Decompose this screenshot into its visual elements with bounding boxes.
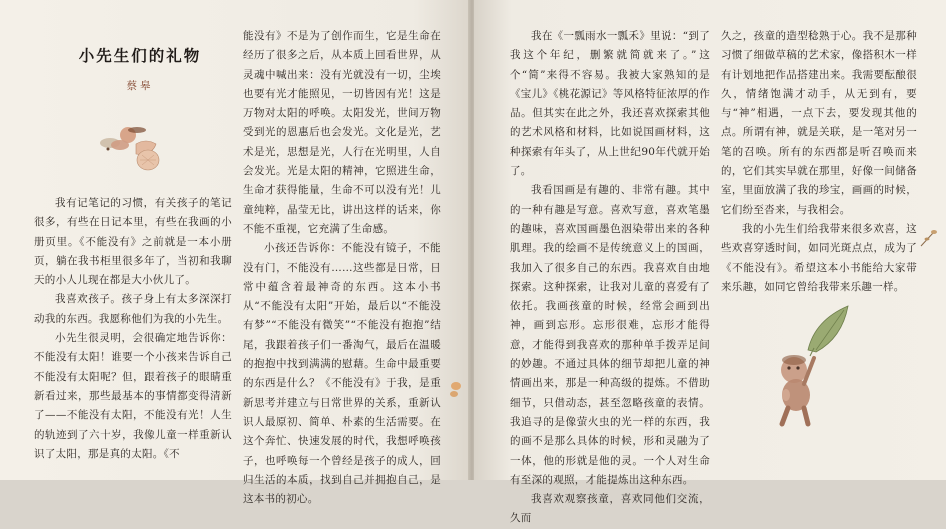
child-with-shells-illustration xyxy=(88,118,184,176)
paragraph: 久之，孩童的造型稔熟于心。我不是那种习惯了细做草稿的艺术家，像搭积木一样有计划地把作品搭建出来。我需要酝酿很久，情绪饱满才动手，从无到有，要与“神”相遇，一点下去，要发现其他的点。所谓有神，就是关联，是一笔对另一笔的召唤。所有的东西都是听召唤而来的，它们其实早就在那里，好像一间储备室，里面放满了我的珍宝，画画的时候，它们纷至沓来，与我相会。 xyxy=(721,30,917,216)
paragraph: 能没有》不是为了创作而生，它是生命在经历了很多之后，从本质上回看世界，从灵魂中喊出来：没有光就没有一切，尘埃也要有光才能照见，一切皆因有光！这是万物对太阳的呼唤。太阳发光，世间万物受到光的恩惠后也会发光。文化是光，艺术是光，思想是光，人行在光明里，人自会发光。光是太阳的精神，它照进生命，生命才获得能量，生命不可以没有光！儿童纯粹，晶莹无比，讲出这样的话来，你不能不重视，它充满了生命感。 xyxy=(243,30,441,235)
right-page xyxy=(474,0,946,525)
child-with-leaf-illustration xyxy=(760,300,856,430)
article-author: 蔡皋 xyxy=(126,80,154,92)
paragraph: 我看国画是有趣的、非常有趣。其中的一种有趣是写意。喜欢写意，喜欢笔墨的趣味，喜欢国画墨色洇染带出来的各种肌理。我的绘画不是传统意义上的国画，我加入了很多自己的东西。我喜欢自由地探索。这种探索，让我对儿童的喜爱有了依托。我画孩童的时候，经常会画到出神，画到忘形。忘形很难，忘形才能得意，才能得到我喜欢的那种单手拨弄足间的妙趣。不通过具体的细节却把儿童的神情画出来，那是一种高级的提炼。不借助细节，只借动态，甚至忽略孩童的表情。我追寻的是像萤火虫的光一样的东西，我的画不是那么具体的时候，形和灵融为了一体，他的形就是他的灵。一个人对生命有至深的观照，才能提炼出这种东西。 xyxy=(510,184,710,486)
right-column-1 xyxy=(510,27,710,529)
seed-sprig-icon xyxy=(447,378,465,402)
right-column-2 xyxy=(721,27,917,297)
sprig-icon xyxy=(918,228,938,250)
paragraph: 我有记笔记的习惯，有关孩子的笔记很多，有些在日记本里，有些在我画的小册页里。《不能没有》之前就是一本小册页，躺在我书柜里很多年了，当初和我聊天的小人儿现在都是大小伙儿了。 xyxy=(34,197,232,287)
left-column-1 xyxy=(34,194,232,464)
paragraph: 我喜欢观察孩童，喜欢同他们交流，久而 xyxy=(510,493,710,525)
article-title: 小先生们的礼物 xyxy=(78,47,202,65)
paragraph: 我在《一瓢雨水一瓢禾》里说：“到了我这个年纪，删繁就简就来了。”这个“简”来得不容易。我被大家熟知的是《宝儿》《桃花源记》等风格特征浓厚的作品。但其实在此之外，我还喜欢探索其他的艺术风格和材料，比如说国画材料，这种探索有年头了，从上世纪90年代就开始了。 xyxy=(510,30,710,178)
left-column-2 xyxy=(243,27,441,509)
left-page xyxy=(0,0,470,506)
paragraph: 我喜欢孩子。孩子身上有太多深深打动我的东西。我愿称他们为我的小先生。 xyxy=(34,293,232,325)
paragraph: 小先生很灵明，会很确定地告诉你：不能没有太阳！谁要一个小孩来告诉自己不能没有太阳呢？但，跟着孩子的眼睛重新看过来，那些最基本的事情都变得清新了——不能没有太阳，不能没有光！人生的轨迹到了六十岁，我像儿童一样重新认识了太阳，那是真的太阳。《不 xyxy=(34,332,232,460)
paragraph: 我的小先生们给我带来很多欢喜，这些欢喜穿透时间，如同光斑点点，成为了《不能没有》。希望这本小书能给大家带来乐趣，如同它曾给我带来乐趣一样。 xyxy=(721,222,917,293)
paragraph: 小孩还告诉你：不能没有镜子，不能没有门，不能没有……这些都是日常，日常中蕴含着最神奇的东西。这本小书从“不能没有太阳”开始，最后以“不能没有梦”“不能没有微笑”“不能没有抱抱”结尾，我跟着孩子们一番淘气，最后在温暖的抱抱中找到满满的慰藉。生命中最重要的东西是什么？《不能没有》于我，是重新思考并建立与日常世界的关系，重新认识人最原初、简单、朴素的生活需要。在这个奔忙、快速发展的时代，我想呼唤孩子，也呼唤每一个曾经是孩子的成人，回归生活的本质，找到自己并拥抱自己，是这本书的初心。 xyxy=(243,242,441,506)
